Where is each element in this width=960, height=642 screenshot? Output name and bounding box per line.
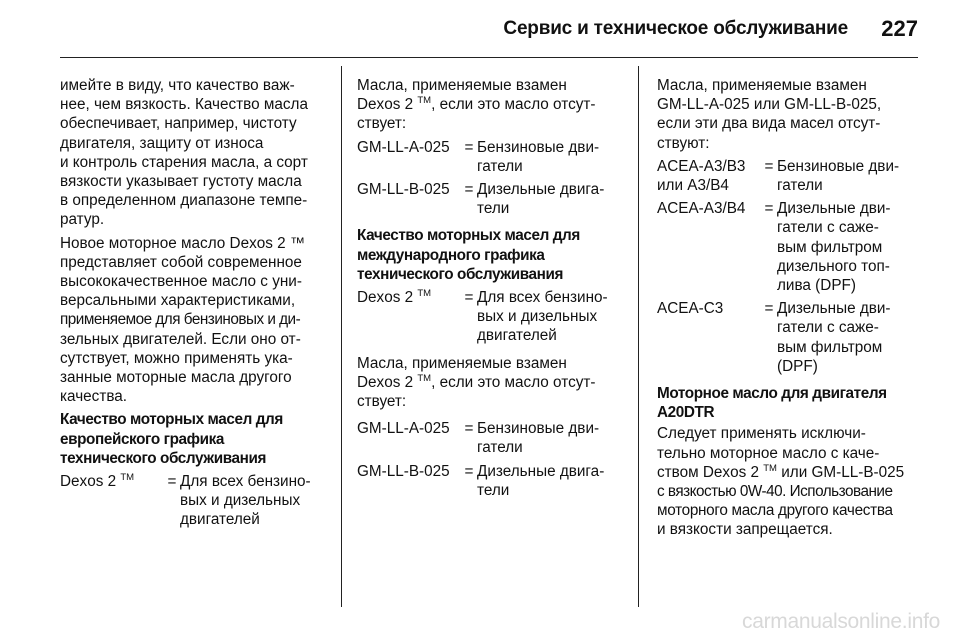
spec-value: Бензиновые дви- гатели [477, 138, 600, 175]
spec-equals: = [764, 300, 774, 318]
paragraph-a20dtr: Следует применять исключи- тельно моторное масло с каче- ством Dexos 2 ™ или GM-LL-B-025 с вязкостью 0W-40. Использование моторного масла другого качества и вязкости запрещается. [657, 425, 905, 539]
spec-equals: = [464, 138, 474, 156]
spec-equals: = [464, 181, 474, 199]
column-divider-1 [341, 66, 342, 607]
spec-value: Бензиновые дви- гатели [477, 420, 600, 457]
spec-value: Дизельные дви- гатели с саже- вым фильтром (DPF) [777, 300, 891, 375]
spec-row-acea-a3-b4 [657, 199, 923, 295]
spec-equals: = [464, 420, 474, 438]
column-1 [60, 76, 326, 534]
watermark: carmanualsonline.info [742, 610, 940, 633]
spec-equals: = [464, 462, 474, 480]
paragraph-oil-quality: имейте в виду, что качество важ- нее, чем вязкость. Качество масла обеспечивает, например, чистоту двигателя, защиту от износа и контроль старения масла, а сорт вязкости указывает густоту масла в определенном диапазоне темпе- ратур. [60, 77, 308, 229]
spec-equals: = [764, 157, 774, 175]
column-divider-2 [638, 66, 639, 607]
spec-name: ACEA-A3/B4 [657, 200, 746, 218]
page-number: 227 [881, 16, 918, 41]
spec-name: Dexos 2 ™ [357, 288, 432, 307]
column-3 [657, 76, 923, 544]
spec-equals: = [764, 200, 774, 218]
column-2 [357, 76, 623, 504]
spec-value: Дизельные двига- тели [477, 181, 605, 218]
spec-value: Для всех бензино- вых и дизельных двигателей [477, 289, 608, 345]
paragraph-replacement-oils-2: Масла, применяемые взамен Dexos 2 ™, если это масло отсут- ствует: [357, 354, 596, 411]
spec-row-dexos2 [357, 288, 623, 346]
spec-name: GM-LL-B-025 [357, 181, 450, 199]
header-divider [60, 57, 918, 58]
spec-row-acea-a3-b3 [657, 157, 923, 195]
header-title: Сервис и техническое обслуживание [503, 18, 848, 39]
spec-name: GM-LL-A-025 [357, 138, 450, 156]
heading-a20dtr-oil: Моторное масло для двигателя A20DTR [657, 385, 887, 422]
spec-row-acea-c3 [657, 299, 923, 376]
spec-value: Для всех бензино- вых и дизельных двигателей [180, 473, 311, 529]
spec-row-gm-ll-a-025 [357, 138, 623, 176]
spec-equals: = [464, 289, 474, 307]
heading-international-schedule: Качество моторных масел для международного графика технического обслуживания [357, 227, 580, 283]
spec-name: ACEA-C3 [657, 300, 724, 318]
spec-name: ACEA-A3/B3 или A3/B4 [657, 157, 746, 195]
spec-equals: = [167, 473, 177, 491]
spec-name: Dexos 2 ™ [60, 472, 135, 491]
heading-european-schedule: Качество моторных масел для европейского графика технического обслуживания [60, 411, 283, 467]
spec-row-gm-ll-a-025 [357, 419, 623, 457]
spec-value: Бензиновые дви- гатели [777, 157, 900, 195]
spec-value: Дизельные дви- гатели с саже- вым фильтром дизельного топ- лива (DPF) [777, 200, 891, 295]
spec-value: Дизельные двига- тели [477, 462, 605, 499]
spec-row-gm-ll-b-025 [357, 180, 623, 218]
paragraph-replacement-oils-1: Масла, применяемые взамен Dexos 2 ™, если это масло отсут- ствует: [357, 77, 596, 133]
spec-name: GM-LL-B-025 [357, 462, 450, 480]
paragraph-dexos2: Новое моторное масло Dexos 2 ™ представляет собой современное высококачественное масло с уни- версальными характеристиками, применяемое для бензиновых и ди- зельных двигателей. Если оно от- сутствует, можно применять ука- занные моторные масла другого качества. [60, 234, 306, 406]
spec-row-gm-ll-b-025 [357, 462, 623, 500]
spec-name: GM-LL-A-025 [357, 420, 450, 438]
paragraph-replacement-oils-3: Масла, применяемые взамен GM-LL-A-025 или GM-LL-B-025, если эти два вида масел отсут- ствуют: [657, 77, 882, 152]
spec-row-dexos2 [60, 472, 326, 530]
